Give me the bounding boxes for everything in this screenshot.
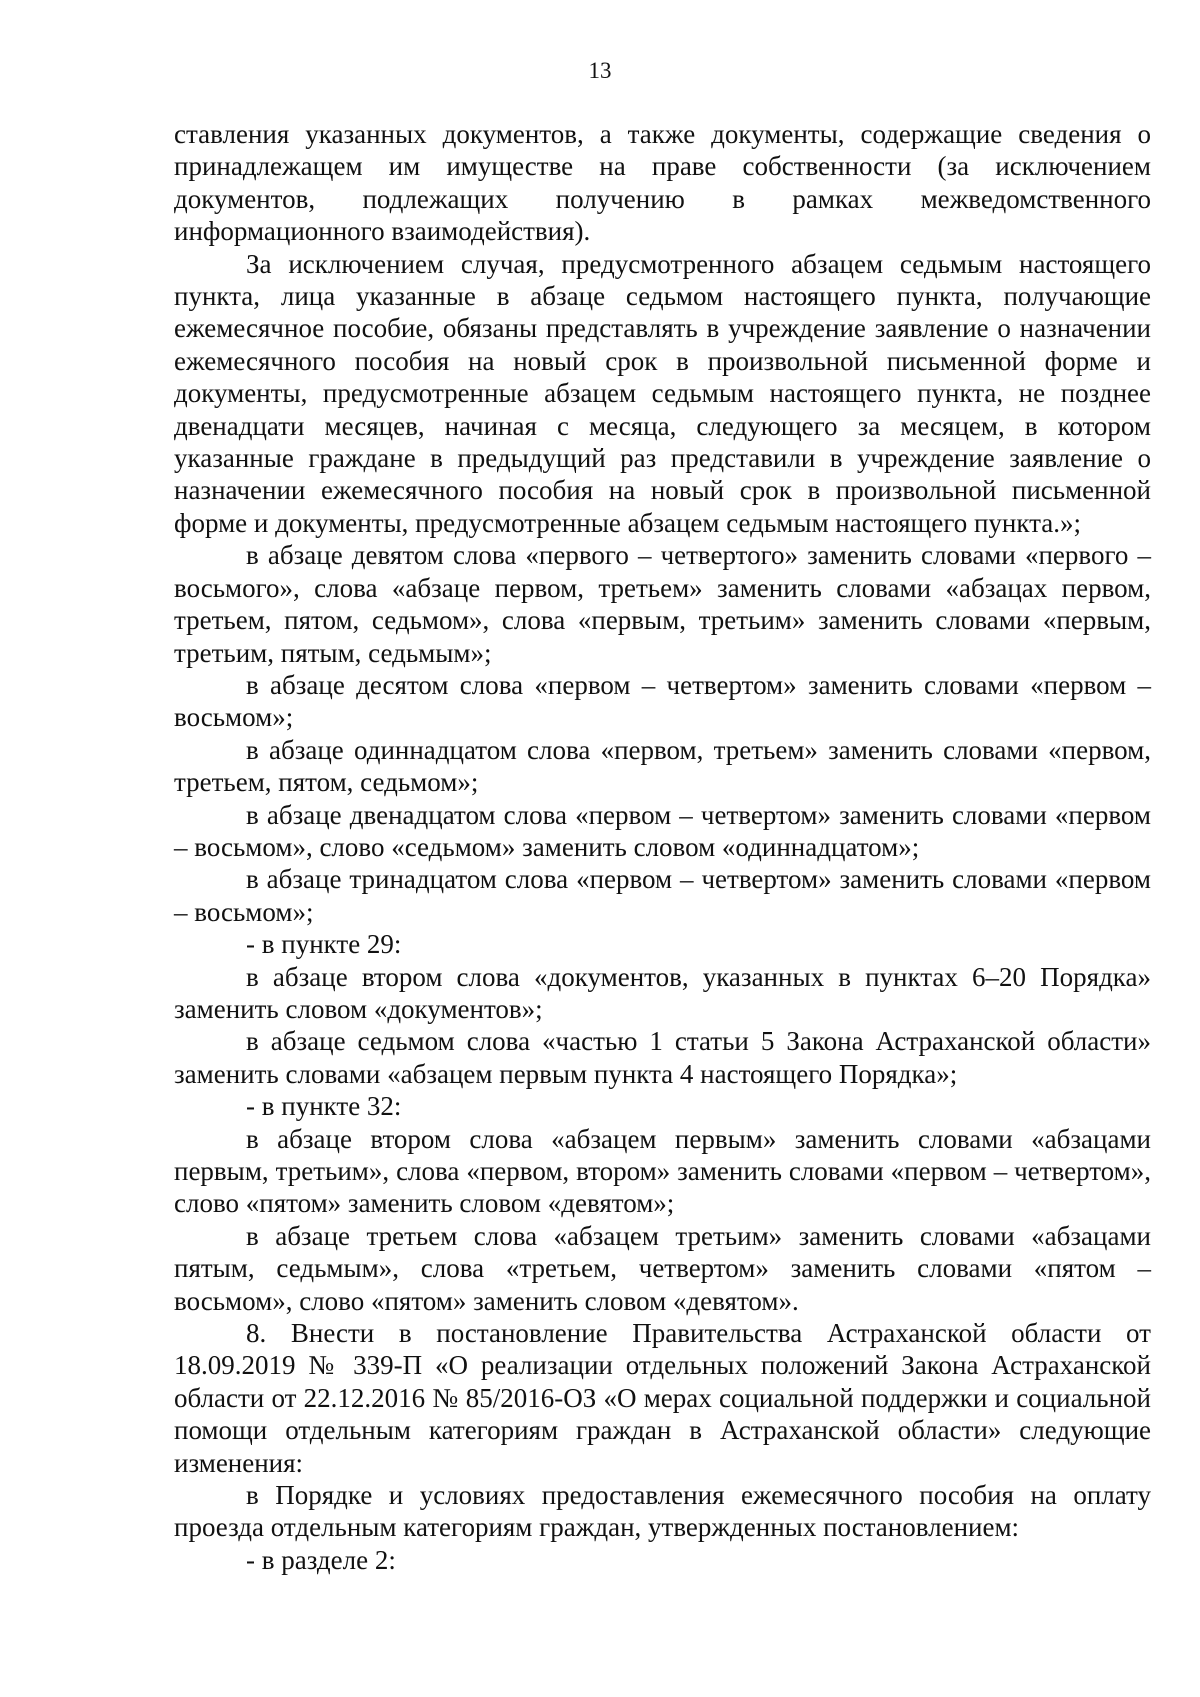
paragraph: в абзаце тринадцатом слова «первом – четвертом» заменить словами «первом – восьмом»;: [174, 864, 1151, 927]
paragraph: За исключением случая, предусмотренного абзацем седьмым настоящего пункта, лица указанные в абзаце седьмом настоящего пункта, получающие ежемесячное пособие, обязаны представлять в учреждение заявление о назначении ежемесячного пособия на новый срок в произвольной письменной форме и документы, предусмотренные абзацем седьмым настоящего пункта, не позднее двенадцати месяцев, начиная с месяца, следующего за месяцем, в котором указанные граждане в предыдущий раз представили в учреждение заявление о назначении ежемесячного пособия на новый срок в произвольной письменной форме и документы, предусмотренные абзацем седьмым настоящего пункта.»;: [174, 248, 1151, 538]
paragraph: в абзаце третьем слова «абзацем третьим» заменить словами «абзацами пятым, седьмым», слова «третьем, четвертом» заменить словами «пятом – восьмом», слово «пятом» заменить словом «девятом».: [174, 1220, 1151, 1316]
paragraph: в абзаце втором слова «абзацем первым» заменить словами «абзацами первым, третьим», слова «первом, втором» заменить словами «первом – четвертом», слово «пятом» заменить словом «девятом»;: [174, 1123, 1151, 1219]
section-paragraph: 8. Внести в постановление Правительства Астраханской области от 18.09.2019 № 339-П «О реализации отдельных положений Закона Астраханской области от 22.12.2016 № 85/2016-ОЗ «О мерах социальной поддержки и социальной помощи отдельным категориям граждан в Астраханской области» следующие изменения:: [174, 1318, 1151, 1478]
paragraph: в абзаце седьмом слова «частью 1 статьи 5 Закона Астраханской области» заменить словами «абзацем первым пункта 4 настоящего Порядка»;: [174, 1026, 1151, 1089]
page-number: 13: [588, 58, 612, 83]
paragraph: в абзаце одиннадцатом слова «первом, третьем» заменить словами «первом, третьем, пятом, седьмом»;: [174, 734, 1151, 798]
paragraph: в абзаце двенадцатом слова «первом – четвертом» заменить словами «первом – восьмом», слово «седьмом» заменить словом «одиннадцатом»;: [174, 799, 1151, 862]
list-item: - в разделе 2:: [246, 1544, 396, 1575]
document-body: [174, 118, 1151, 1576]
paragraph: в абзаце десятом слова «первом – четвертом» заменить словами «первом – восьмом»;: [174, 669, 1151, 733]
list-item: - в пункте 29:: [246, 929, 402, 960]
paragraph: в Порядке и условиях предоставления ежемесячного пособия на оплату проезда отдельным категориям граждан, утвержденных постановлением:: [174, 1480, 1151, 1543]
list-item: - в пункте 32:: [246, 1091, 402, 1122]
paragraph: ставления указанных документов, а также документы, содержащие сведения о принадлежащем им имуществе на праве собственности (за исключением документов, подлежащих получению в рамках межведомственного информационного взаимодействия).: [174, 119, 1151, 247]
paragraph: в абзаце девятом слова «первого – четвертого» заменить словами «первого – восьмого», слова «абзаце первом, третьем» заменить словами «абзацах первом, третьем, пятом, седьмом», слова «первым, третьим» заменить словами «первым, третьим, пятым, седьмым»;: [174, 540, 1151, 668]
paragraph: в абзаце втором слова «документов, указанных в пунктах 6–20 Порядка» заменить словом «документов»;: [174, 961, 1151, 1024]
